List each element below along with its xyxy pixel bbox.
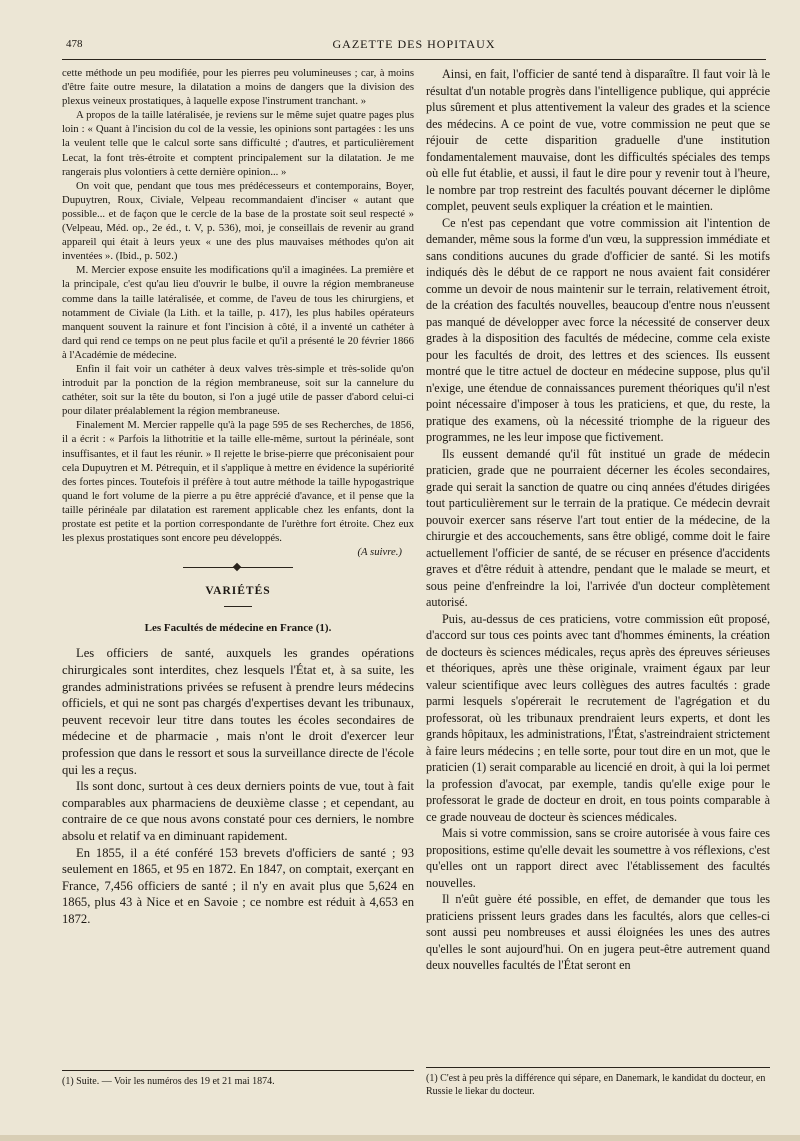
paragraph: cette méthode un peu modifiée, pour les pierres peu volumineuses ; car, à moins d'être faite outre mesure, la dilatation a moins de dangers que la division des plexus veineux prostatiques, à laquelle expose l'instrument tranchant. » — [62, 67, 414, 108]
footnote-rule — [62, 1070, 414, 1071]
right-column — [426, 66, 770, 974]
paragraph: Puis, au-dessus de ces praticiens, votre commission eût proposé, d'accord sur tous ces points avec tant d'hommes éminents, la création de docteurs ès sciences médicales, reçus après des épreuves sérieuses et théoriques, après une thèse originale, vraiment égaux par leur valeur scientifique avec leurs collègues des autres facultés : grade parmi lesquels s'opérerait le recrutement de l'agrégation et du professorat, où les tribunaux prendraient leurs experts, et dont les grands hôpitaux, les administrations, l'État, s'astreindraient strictement à faire leurs médecins ; en telle sorte, pour tout dire en un mot, que le praticien (1) serait comparable au licencié en droit, à qui la loi permet la profession d'avocat, par exemple, tandis qu'elle exige pour le professorat le grade de docteur en droit, en tous points comparable à ce grade nouveau de docteur ès sciences médicales. — [426, 611, 770, 824]
footnote-rule — [426, 1067, 770, 1068]
short-divider — [224, 606, 252, 607]
footnote-right — [426, 1067, 770, 1098]
left-column — [62, 66, 414, 928]
to-be-continued: (A suivre.) — [357, 546, 402, 559]
footnote-left — [62, 1070, 414, 1088]
section-title: VARIÉTÉS — [205, 585, 271, 598]
paragraph: Ils eussent demandé qu'il fût institué un grade de médecin praticien, grade que ne pourraient décerner les écoles secondaires, grade qui serait la sanction de quatre ou cinq années d'études dirigées tout particulièrement sur le terrain de la pratique. Ce médecin devrait pouvoir exercer sans réserve l'art tout entier de la médecine, de la chirurgie et des accouchements, sans être obligé, comme doit le faire actuellement l'officier de santé, de se récuser en présence d'accidents graves et d'être réduit à attendre, pendant que le malade se meurt, et sous peine d'enfreindre la loi, l'arrivée d'un docteur complètement autorisé. — [426, 446, 770, 609]
footnote-text: (1) Suite. — Voir les numéros des 19 et 21 mai 1874. — [62, 1076, 275, 1087]
page-header — [62, 34, 766, 54]
journal-title: GAZETTE DES HOPITAUX — [332, 37, 496, 51]
paragraph: On voit que, pendant que tous mes prédécesseurs et contemporains, Boyer, Dupuytren, Roux, Civiale, Velpeau recommandaient d'inciser « autant que possible... et de façon que le cercle de la base de la prostate soit seul respecté » (Velpeau, Méd. op., 2e éd., t. V, p. 536), moi, je conseillais de revenir au grand appareil qui était à leurs yeux « une des plus mauvaises méthodes qu'on ait inventées ». (Ibid., p. 502.) — [62, 179, 414, 263]
paragraph: Enfin il fait voir un cathéter à deux valves très-simple et très-solide qu'on introduit par la ponction de la région membraneuse, soit sur la cannelure du cathéter, soit sur la tête du bouton, si l'on a jugé utile de passer d'abord celui-ci pour dilater préalablement la région membraneuse. — [62, 362, 414, 418]
article-title: Les Facultés de médecine en France (1). — [144, 622, 332, 635]
paragraph: M. Mercier expose ensuite les modifications qu'il a imaginées. La première et la principale, c'est qu'au lieu d'ouvrir le bulbe, il ouvre la région membraneuse comme dans la taille latéralisée, et comme, de l'aveu de tous les chirurgiens, et notamment de Civiale (la Lith. et la taille, p. 417), les plus habiles opérateurs manquent souvent la rainure et font l'incision à côté, il a inventé un cathéter à dard qui rend ce temps on ne peut plus facile et qu'il a présenté le 20 février 1866 à l'Académie de médecine. — [62, 264, 414, 361]
header-rule — [62, 59, 766, 60]
paragraph: En 1855, il a été conféré 153 brevets d'officiers de santé ; 93 seulement en 1865, et 95 en 1872. En 1847, on comptait, exerçant en France, 7,456 officiers de santé ; il n'y en avait plus que 5,624 en 1865, plus 43 à Nice et en Savoie ; ce nombre est réduit à 4,653 en 1872. — [62, 845, 414, 926]
paragraph: A propos de la taille latéralisée, je reviens sur le même sujet quatre pages plus loin : « Quant à l'incision du col de la vessie, les opinions sont partagées : les uns la veulent telle que le calcul sorte sans difficulté ; d'autres, et particulièrement Lecat, la font très-étroite et comptent principalement sur la dilatation. Je me rangerais plus volontiers à cette dernière opinion... » — [62, 109, 414, 178]
page-number: 478 — [66, 38, 83, 50]
footnote-text: (1) C'est à peu près la différence qui sépare, en Danemark, le kandidat du docteur, en Russie le liekar du docteur. — [426, 1073, 766, 1097]
ornament-divider — [183, 565, 293, 570]
page-bottom-edge — [0, 1135, 800, 1141]
paragraph: Finalement M. Mercier rappelle qu'à la page 595 de ses Recherches, de 1856, il a écrit : « Parfois la lithotritie et la taille elle-même, surtout la périnéale, sont insuffisantes, et il faut les réunir. » Il rejette le brise-pierre que préconisaient pour cela Dupuytren et M. Pétrequin, et il s'applique à mettre en évidence la supériorité des fortes pinces. Toutefois il préfère à tout autre méthode la taille hypogastrique quand le fort volume de la pierre a pu être apprécié d'avance, et il pense que la taille périnéale par dilatation est rarement applicable chez les enfants, dont la prostate est petite et la portion correspondante de l'urèthre fort étroite. Chez eux les plexus prostatiques sont encore peu développés. — [62, 419, 414, 545]
paragraph: Les officiers de santé, auxquels les grandes opérations chirurgicales sont interdites, chez lesquels l'État et, à sa suite, les grandes administrations privées se refusent à prendre leurs médecins officiels, et qui ne sont pas chargés d'expertises devant les tribunaux, peuvent recevoir leur titre dans toutes les écoles secondaires de médecine et de pharmacie , mais n'ont le droit d'exercer leur profession que dans le ressort et sous la surveillance directe de l'école qui les a reçus. — [62, 646, 414, 777]
paragraph: Ce n'est pas cependant que votre commission ait l'intention de demander, même sous la forme d'un vœu, la suppression immédiate et sans conditions aucunes du grade d'officier de santé. Si les motifs indiqués dès le début de ce rapport ne nous avaient fait considérer comme un devoir de nous maintenir sur le terrain, relativement étroit, de la création des facultés nouvelles, beaucoup d'entre nous n'eussent pas manqué de développer avec force la nécessité de conserver deux grades à la disposition des facultés de médecine, comme cela existe pour les facultés de droit, des lettres et des sciences. Ils eussent montré que le titre actuel de docteur en médecine suppose, plus qu'il n'exige, une étendue de connaissances purement théoriques qu'il n'est point nécessaire d'imposer à tous les praticiens, et que, du reste, la pratique des examens, où la nécessité triomphe de la rigueur des programmes, ne les leur impose que fictivement. — [426, 215, 770, 444]
paragraph: Ils sont donc, surtout à ces deux derniers points de vue, tout à fait comparables aux pharmaciens de deuxième classe ; et cependant, au contraire de ce que nous avons constaté pour ces derniers, le nombre absolu et relatif va en diminuant rapidement. — [62, 779, 414, 843]
paragraph: Mais si votre commission, sans se croire autorisée à vous faire ces propositions, estime qu'elle devait les soumettre à vos réflexions, c'est qu'elles ont un rapport direct avec l'établissement des facultés nouvelles. — [426, 826, 770, 890]
paragraph: Ainsi, en fait, l'officier de santé tend à disparaître. Il faut voir là le résultat d'un notable progrès dans l'intelligence publique, qui apprécie plus sûrement et plus attentivement la valeur des grades et la science des médecins. A ce point de vue, votre commission ne peut que se réjouir de cette disparition graduelle d'une institution fondamentalement mauvaise, dont les difficultés spéciales des temps où elle fut établie, et aussi, il faut le dire pour y revenir tout à l'heure, le nombre par trop restreint des facultés pouvant décerner le diplôme complet, peuvent seuls expliquer la création et le maintien. — [426, 67, 770, 213]
paragraph: Il n'eût guère été possible, en effet, de demander que tous les praticiens prissent leurs grades dans les facultés, alors que celles-ci sont aussi peu nombreuses et aussi éloignées les unes des autres qu'elles le sont aujourd'hui. On en jugera peut-être autrement quand deux nouvelles facultés de l'État seront en — [426, 892, 770, 972]
